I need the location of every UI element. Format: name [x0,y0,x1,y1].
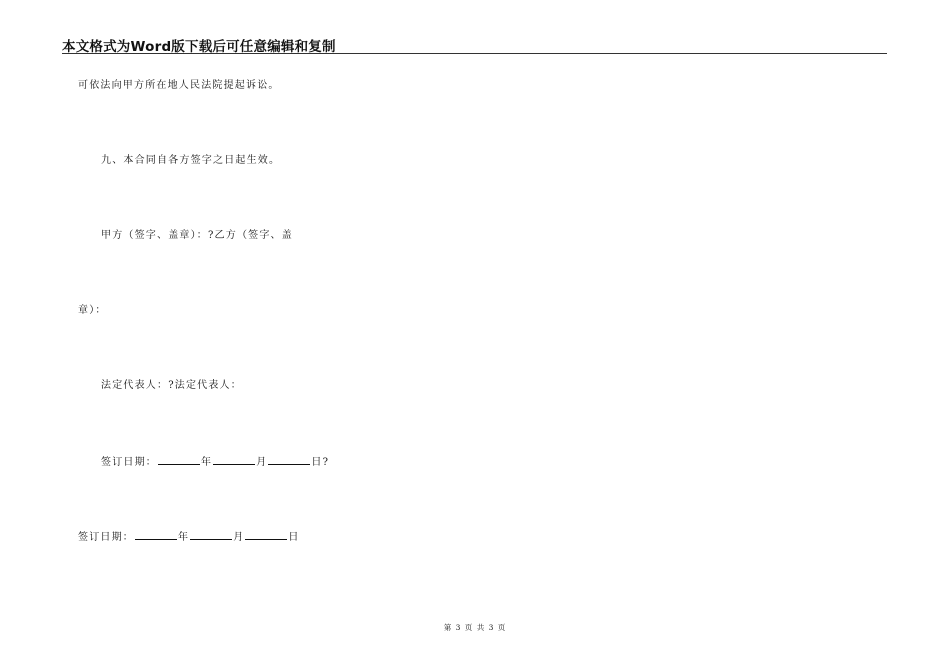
month-blank [190,529,232,540]
day-label: 日? [311,457,330,468]
clause-text-line: 可依法向甲方所在地人民法院提起诉讼。 [78,80,280,91]
month-blank [213,454,255,465]
sign-date-label: 签订日期： [101,457,157,468]
day-blank [268,454,310,465]
month-label: 月 [256,457,268,468]
day-label: 日 [288,532,300,543]
year-blank [158,454,200,465]
year-blank [135,529,177,540]
sign-date-line-1 [101,454,329,470]
day-blank [245,529,287,540]
sign-date-label: 签订日期： [78,532,134,543]
signature-parties-continued: 章）： [78,305,107,316]
month-label: 月 [233,532,245,543]
year-label: 年 [201,457,213,468]
page-header [62,34,887,54]
year-label: 年 [178,532,190,543]
sign-date-line-2 [78,529,300,545]
header-title: 本文格式为Word版下载后可任意编辑和复制 [62,39,336,55]
legal-representative-line: 法定代表人：?法定代表人： [101,380,242,391]
clause-nine: 九、本合同自各方签字之日起生效。 [101,155,281,166]
signature-parties-line: 甲方（签字、盖章）：?乙方（签字、盖 [101,230,293,241]
page-number-footer: 第 3 页 共 3 页 [443,623,507,632]
